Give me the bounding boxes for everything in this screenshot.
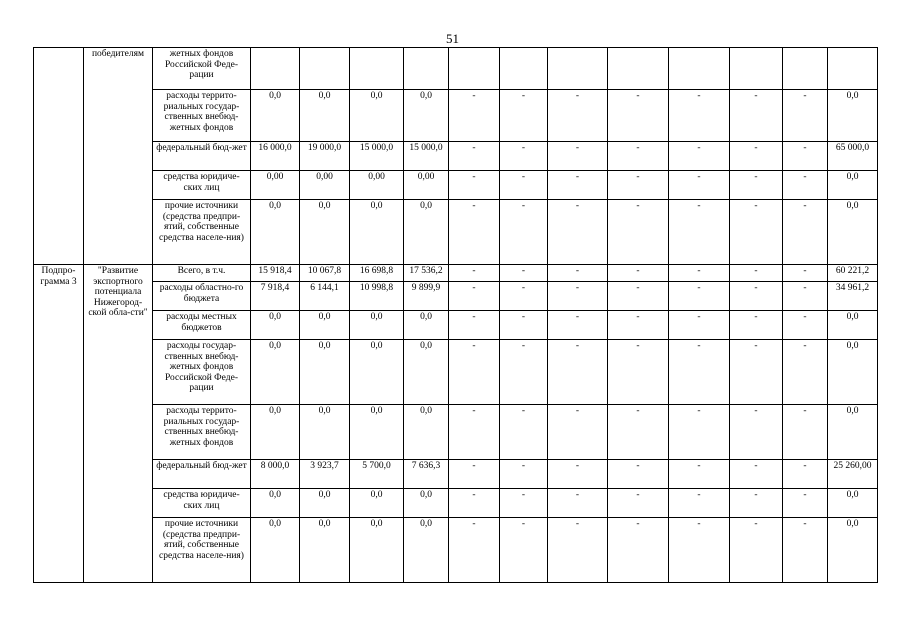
empty-year-value: -: [449, 142, 500, 171]
empty-year-value: -: [730, 265, 783, 282]
empty-year-value: -: [730, 142, 783, 171]
empty-year-value: -: [449, 90, 500, 142]
empty-year-value: -: [608, 90, 669, 142]
year-value-4: 7 636,3: [404, 460, 449, 489]
empty-year-value: -: [449, 405, 500, 460]
subprogram-label: [34, 48, 84, 265]
year-value-3: 16 698,8: [350, 265, 404, 282]
empty-year-value: -: [500, 90, 548, 142]
year-value-4: 0,00: [404, 171, 449, 200]
empty-year-value: -: [449, 171, 500, 200]
empty-year-value: -: [608, 265, 669, 282]
empty-year-value: -: [730, 405, 783, 460]
empty-year-value: -: [608, 311, 669, 340]
empty-year-value: -: [783, 265, 828, 282]
empty-year-value: -: [730, 311, 783, 340]
empty-year-value: -: [500, 142, 548, 171]
empty-year-value: -: [548, 265, 608, 282]
empty-year-value: -: [608, 340, 669, 405]
row-total: [828, 48, 878, 90]
empty-year-value: -: [548, 171, 608, 200]
empty-year-value: -: [730, 282, 783, 311]
empty-year-value: -: [500, 489, 548, 518]
year-value-3: 0,0: [350, 311, 404, 340]
year-value-1: 0,0: [251, 340, 300, 405]
year-value-3: 0,0: [350, 489, 404, 518]
funding-source: федеральный бюд-жет: [153, 142, 251, 171]
funding-source: расходы государ-ственных внебюд-жетных фондов Российской Феде-рации: [153, 340, 251, 405]
empty-year-value: -: [608, 518, 669, 583]
funding-source: расходы террито-риальных государ-ственных внебюд-жетных фондов: [153, 405, 251, 460]
funding-source: средства юридиче-ских лиц: [153, 171, 251, 200]
empty-year-value: -: [608, 460, 669, 489]
empty-year-value: -: [500, 311, 548, 340]
year-value-4: 0,0: [404, 340, 449, 405]
empty-year-value: -: [500, 405, 548, 460]
table-row: [34, 311, 878, 340]
empty-year-value: -: [449, 265, 500, 282]
empty-year-value: -: [500, 460, 548, 489]
empty-year-value: -: [669, 142, 730, 171]
table-row: [34, 282, 878, 311]
table-row: [34, 265, 878, 282]
year-value-4: 17 536,2: [404, 265, 449, 282]
empty-year-value: -: [500, 265, 548, 282]
empty-year-value: [548, 48, 608, 90]
empty-year-value: [608, 48, 669, 90]
funding-source: расходы террито-риальных государ-ственных внебюд-жетных фондов: [153, 90, 251, 142]
year-value-2: 6 144,1: [300, 282, 350, 311]
row-total: 0,0: [828, 518, 878, 583]
empty-year-value: -: [548, 311, 608, 340]
empty-year-value: -: [783, 200, 828, 265]
empty-year-value: -: [669, 460, 730, 489]
empty-year-value: [669, 48, 730, 90]
year-value-4: 0,0: [404, 518, 449, 583]
row-total: 0,0: [828, 405, 878, 460]
table-row: [34, 200, 878, 265]
year-value-4: 0,0: [404, 200, 449, 265]
empty-year-value: -: [548, 340, 608, 405]
row-total: 0,0: [828, 171, 878, 200]
empty-year-value: -: [669, 171, 730, 200]
year-value-2: 19 000,0: [300, 142, 350, 171]
empty-year-value: -: [730, 340, 783, 405]
year-value-2: 3 923,7: [300, 460, 350, 489]
year-value-2: 0,0: [300, 518, 350, 583]
empty-year-value: -: [669, 265, 730, 282]
year-value-1: 0,0: [251, 311, 300, 340]
empty-year-value: -: [783, 405, 828, 460]
empty-year-value: -: [449, 200, 500, 265]
row-total: 25 260,00: [828, 460, 878, 489]
subprogram-label: Подпро-грамма 3: [34, 265, 84, 583]
empty-year-value: -: [730, 460, 783, 489]
funding-source: расходы областно-го бюджета: [153, 282, 251, 311]
empty-year-value: -: [500, 200, 548, 265]
year-value-3: 5 700,0: [350, 460, 404, 489]
year-value-4: 0,0: [404, 90, 449, 142]
subprogram-name: "Развитие экспортного потенциала Нижегород-ской обла-сти": [84, 265, 153, 583]
page-number: 51: [446, 31, 459, 46]
funding-source: прочие источники (средства предпри-ятий, собственные средства населе-ния): [153, 518, 251, 583]
year-value-1: 0,0: [251, 405, 300, 460]
empty-year-value: -: [608, 171, 669, 200]
empty-year-value: -: [548, 200, 608, 265]
table-row: [34, 142, 878, 171]
empty-year-value: -: [669, 489, 730, 518]
year-value-3: [350, 48, 404, 90]
year-value-1: 8 000,0: [251, 460, 300, 489]
empty-year-value: -: [608, 489, 669, 518]
empty-year-value: -: [449, 460, 500, 489]
year-value-1: 0,0: [251, 489, 300, 518]
funding-source: средства юридиче-ских лиц: [153, 489, 251, 518]
empty-year-value: -: [730, 518, 783, 583]
row-total: 0,0: [828, 340, 878, 405]
row-total: 0,0: [828, 90, 878, 142]
table-row: [34, 90, 878, 142]
empty-year-value: -: [730, 171, 783, 200]
year-value-3: 0,0: [350, 200, 404, 265]
empty-year-value: -: [608, 405, 669, 460]
row-total: 60 221,2: [828, 265, 878, 282]
empty-year-value: -: [548, 518, 608, 583]
empty-year-value: -: [548, 489, 608, 518]
year-value-3: 10 998,8: [350, 282, 404, 311]
table-row: [34, 340, 878, 405]
year-value-3: 15 000,0: [350, 142, 404, 171]
empty-year-value: -: [783, 489, 828, 518]
year-value-4: 15 000,0: [404, 142, 449, 171]
year-value-3: 0,00: [350, 171, 404, 200]
empty-year-value: -: [449, 282, 500, 311]
year-value-2: 0,00: [300, 171, 350, 200]
year-value-2: 0,0: [300, 405, 350, 460]
year-value-2: 0,0: [300, 90, 350, 142]
table-row: [34, 518, 878, 583]
empty-year-value: [500, 48, 548, 90]
empty-year-value: -: [783, 282, 828, 311]
year-value-1: 0,0: [251, 200, 300, 265]
row-total: 65 000,0: [828, 142, 878, 171]
year-value-1: 0,0: [251, 90, 300, 142]
empty-year-value: -: [449, 489, 500, 518]
year-value-1: 0,0: [251, 518, 300, 583]
empty-year-value: -: [669, 340, 730, 405]
table-row: [34, 405, 878, 460]
year-value-1: 0,00: [251, 171, 300, 200]
empty-year-value: -: [449, 518, 500, 583]
empty-year-value: -: [608, 282, 669, 311]
empty-year-value: -: [449, 340, 500, 405]
row-total: 34 961,2: [828, 282, 878, 311]
funding-source: федеральный бюд-жет: [153, 460, 251, 489]
year-value-4: 0,0: [404, 405, 449, 460]
year-value-2: 0,0: [300, 311, 350, 340]
empty-year-value: -: [730, 200, 783, 265]
empty-year-value: -: [548, 405, 608, 460]
empty-year-value: -: [608, 200, 669, 265]
empty-year-value: -: [783, 340, 828, 405]
subprogram-name: победителям: [84, 48, 153, 265]
empty-year-value: -: [669, 200, 730, 265]
table-row: [34, 48, 878, 90]
empty-year-value: -: [783, 90, 828, 142]
empty-year-value: -: [548, 460, 608, 489]
empty-year-value: -: [669, 311, 730, 340]
empty-year-value: [783, 48, 828, 90]
funding-source: расходы местных бюджетов: [153, 311, 251, 340]
empty-year-value: -: [730, 90, 783, 142]
year-value-2: [300, 48, 350, 90]
row-total: 0,0: [828, 200, 878, 265]
row-total: 0,0: [828, 311, 878, 340]
empty-year-value: -: [669, 405, 730, 460]
row-total: 0,0: [828, 489, 878, 518]
empty-year-value: [730, 48, 783, 90]
year-value-1: 16 000,0: [251, 142, 300, 171]
year-value-4: 0,0: [404, 489, 449, 518]
year-value-4: 9 899,9: [404, 282, 449, 311]
empty-year-value: -: [669, 282, 730, 311]
empty-year-value: -: [548, 282, 608, 311]
empty-year-value: -: [548, 90, 608, 142]
year-value-2: 0,0: [300, 489, 350, 518]
funding-source: Всего, в т.ч.: [153, 265, 251, 282]
empty-year-value: -: [449, 311, 500, 340]
empty-year-value: -: [608, 142, 669, 171]
year-value-2: 10 067,8: [300, 265, 350, 282]
year-value-1: 15 918,4: [251, 265, 300, 282]
year-value-2: 0,0: [300, 340, 350, 405]
empty-year-value: -: [500, 171, 548, 200]
empty-year-value: -: [783, 518, 828, 583]
year-value-3: 0,0: [350, 90, 404, 142]
empty-year-value: -: [783, 171, 828, 200]
budget-table: [33, 47, 878, 583]
empty-year-value: [449, 48, 500, 90]
year-value-1: [251, 48, 300, 90]
empty-year-value: -: [669, 518, 730, 583]
empty-year-value: -: [669, 90, 730, 142]
year-value-4: 0,0: [404, 311, 449, 340]
empty-year-value: -: [783, 311, 828, 340]
year-value-4: [404, 48, 449, 90]
empty-year-value: -: [783, 142, 828, 171]
empty-year-value: -: [500, 340, 548, 405]
table-row: [34, 171, 878, 200]
table-row: [34, 489, 878, 518]
year-value-3: 0,0: [350, 518, 404, 583]
empty-year-value: -: [500, 518, 548, 583]
year-value-3: 0,0: [350, 405, 404, 460]
empty-year-value: -: [548, 142, 608, 171]
table-row: [34, 460, 878, 489]
funding-source: прочие источники (средства предпри-ятий, собственные средства населе-ния): [153, 200, 251, 265]
year-value-2: 0,0: [300, 200, 350, 265]
year-value-3: 0,0: [350, 340, 404, 405]
funding-source: жетных фондов Российской Феде-рации: [153, 48, 251, 90]
empty-year-value: -: [783, 460, 828, 489]
empty-year-value: -: [730, 489, 783, 518]
year-value-1: 7 918,4: [251, 282, 300, 311]
empty-year-value: -: [500, 282, 548, 311]
